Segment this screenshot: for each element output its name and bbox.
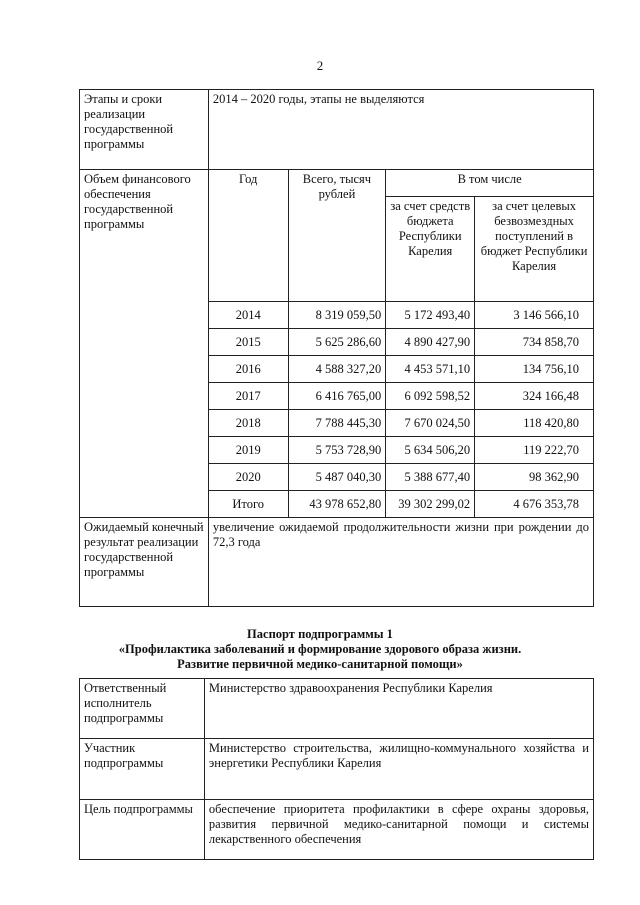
- total-cell: 43 978 652,80: [288, 491, 386, 518]
- budget-cell: 39 302 299,02: [386, 491, 475, 518]
- expected-result-row: [80, 518, 594, 607]
- budget-cell: 4 890 427,90: [386, 329, 475, 356]
- total-cell: 4 588 327,20: [288, 356, 386, 383]
- budget-cell: 5 172 493,40: [386, 302, 475, 329]
- budget-cell: 5 388 677,40: [386, 464, 475, 491]
- subprogram-name-line-2: Развитие первичной медико-санитарной помощи»: [177, 657, 463, 671]
- col-year-header: Год: [208, 170, 288, 302]
- subprogram-name-line-1: «Профилактика заболеваний и формирование здорового образа жизни.: [118, 642, 522, 656]
- expected-result-label: Ожидаемый конечный результат реализации государственной программы: [80, 518, 209, 607]
- col-including-header: В том числе: [386, 170, 594, 197]
- financing-label: Объем финансового обеспечения государственной программы: [80, 170, 209, 518]
- year-cell: Итого: [208, 491, 288, 518]
- participant-row: [80, 739, 594, 800]
- year-cell: 2015: [208, 329, 288, 356]
- participant-value: Министерство строительства, жилищно-коммунального хозяйства и энергетики Республики Карелия: [204, 739, 593, 800]
- col-total-header: Всего, тысяч рублей: [288, 170, 386, 302]
- total-cell: 5 753 728,90: [288, 437, 386, 464]
- program-passport-table: [79, 89, 594, 607]
- grants-cell: 4 676 353,78: [475, 491, 594, 518]
- goal-label: Цель подпрограммы: [80, 800, 205, 860]
- responsible-value: Министерство здравоохранения Республики Карелия: [204, 679, 593, 739]
- budget-cell: 5 634 506,20: [386, 437, 475, 464]
- responsible-row: [80, 679, 594, 739]
- year-cell: 2020: [208, 464, 288, 491]
- budget-cell: 7 670 024,50: [386, 410, 475, 437]
- financing-header-row: [80, 170, 594, 197]
- col-grants-header: за счет целевых безвозмездных поступлений в бюджет Республики Карелия: [475, 197, 594, 302]
- year-cell: 2017: [208, 383, 288, 410]
- grants-cell: 734 858,70: [475, 329, 594, 356]
- participant-label: Участник подпрограммы: [80, 739, 205, 800]
- year-cell: 2018: [208, 410, 288, 437]
- total-cell: 6 416 765,00: [288, 383, 386, 410]
- subprogram-title: Паспорт подпрограммы 1: [247, 627, 393, 641]
- grants-cell: 134 756,10: [475, 356, 594, 383]
- stages-label: Этапы и сроки реализации государственной программы: [80, 90, 209, 170]
- budget-cell: 6 092 598,52: [386, 383, 475, 410]
- page-number: 2: [316, 58, 324, 73]
- expected-result-value: увеличение ожидаемой продолжительности жизни при рождении до 72,3 года: [208, 518, 593, 607]
- grants-cell: 324 166,48: [475, 383, 594, 410]
- total-cell: 8 319 059,50: [288, 302, 386, 329]
- year-cell: 2019: [208, 437, 288, 464]
- goal-row: [80, 800, 594, 860]
- grants-cell: 98 362,90: [475, 464, 594, 491]
- responsible-label: Ответственный исполнитель подпрограммы: [80, 679, 205, 739]
- grants-cell: 3 146 566,10: [475, 302, 594, 329]
- year-cell: 2014: [208, 302, 288, 329]
- grants-cell: 119 222,70: [475, 437, 594, 464]
- goal-value: обеспечение приоритета профилактики в сфере охраны здоровья, развития первичной медико-санитарной помощи и системы лекарственного обеспечения: [204, 800, 593, 860]
- total-cell: 5 487 040,30: [288, 464, 386, 491]
- budget-cell: 4 453 571,10: [386, 356, 475, 383]
- total-cell: 7 788 445,30: [288, 410, 386, 437]
- grants-cell: 118 420,80: [475, 410, 594, 437]
- subprogram-passport-table: [79, 678, 594, 860]
- stages-value: 2014 – 2020 годы, этапы не выделяются: [208, 90, 593, 170]
- year-cell: 2016: [208, 356, 288, 383]
- total-cell: 5 625 286,60: [288, 329, 386, 356]
- col-budget-header: за счет средств бюджета Республики Карелия: [386, 197, 475, 302]
- stages-row: [80, 90, 594, 170]
